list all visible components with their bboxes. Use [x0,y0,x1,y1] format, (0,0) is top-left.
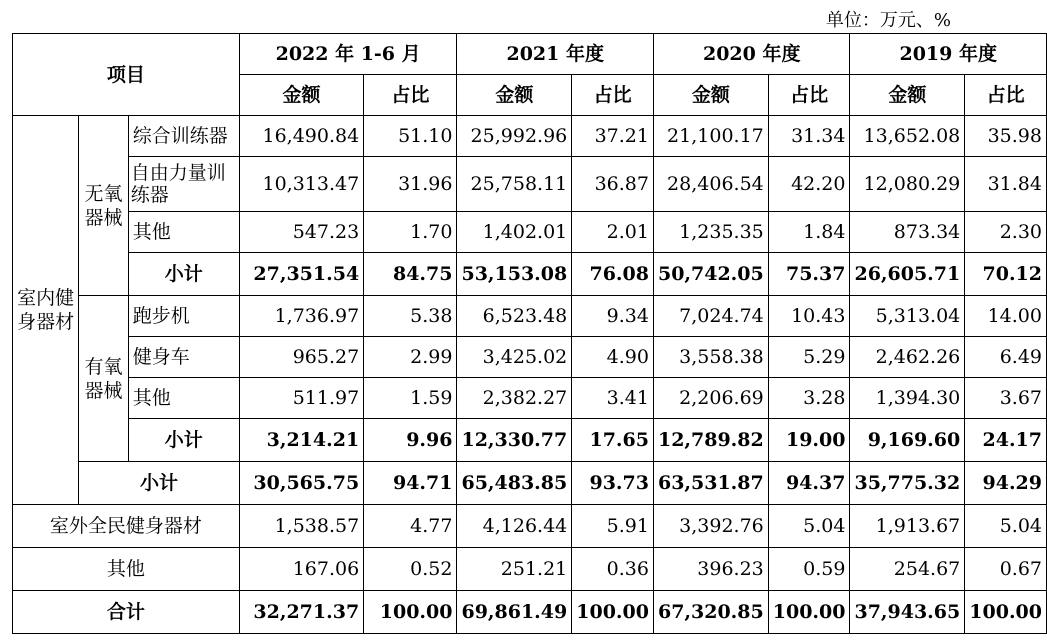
amount-cell: 16,490.84 [239,116,363,157]
amount-cell: 1,736.97 [239,296,363,337]
ratio-cell: 6.49 [965,337,1047,378]
row-label: 综合训练器 [128,116,239,157]
amount-cell: 2,382.27 [457,378,572,419]
amount-cell: 63,531.87 [653,462,768,505]
table-row [13,419,1047,462]
header-period: 2019 年度 [850,34,1047,75]
amount-cell: 21,100.17 [653,116,768,157]
row-label: 合计 [13,591,240,634]
ratio-cell: 10.43 [768,296,850,337]
revenue-table [12,33,1047,634]
ratio-cell: 100.00 [364,591,457,634]
ratio-cell: 94.37 [768,462,850,505]
ratio-cell: 31.96 [364,157,457,212]
amount-cell: 2,462.26 [850,337,965,378]
header-period: 2022 年 1-6 月 [239,34,457,75]
header-amount: 金额 [239,75,363,116]
amount-cell: 1,538.57 [239,505,363,548]
ratio-cell: 0.36 [572,548,654,591]
ratio-cell: 100.00 [768,591,850,634]
ratio-cell: 93.73 [572,462,654,505]
ratio-cell: 2.99 [364,337,457,378]
amount-cell: 25,758.11 [457,157,572,212]
amount-cell: 7,024.74 [653,296,768,337]
ratio-cell: 5.38 [364,296,457,337]
ratio-cell: 37.21 [572,116,654,157]
table-row [13,157,1047,212]
row-label: 跑步机 [128,296,239,337]
ratio-cell: 31.84 [965,157,1047,212]
ratio-cell: 5.91 [572,505,654,548]
ratio-cell: 1.84 [768,212,850,253]
ratio-cell: 94.29 [965,462,1047,505]
amount-cell: 25,992.96 [457,116,572,157]
amount-cell: 12,330.77 [457,419,572,462]
ratio-cell: 4.77 [364,505,457,548]
ratio-cell: 2.01 [572,212,654,253]
ratio-cell: 76.08 [572,253,654,296]
row-label: 小计 [128,253,239,296]
amount-cell: 65,483.85 [457,462,572,505]
amount-cell: 396.23 [653,548,768,591]
ratio-cell: 17.65 [572,419,654,462]
amount-cell: 3,558.38 [653,337,768,378]
table-row [13,548,1047,591]
header-ratio: 占比 [768,75,850,116]
row-label: 自由力量训练器 [128,157,239,212]
amount-cell: 50,742.05 [653,253,768,296]
group-indoor: 室内健身器材 [13,116,79,505]
amount-cell: 32,271.37 [239,591,363,634]
ratio-cell: 100.00 [572,591,654,634]
amount-cell: 251.21 [457,548,572,591]
row-label: 其他 [128,212,239,253]
amount-cell: 12,789.82 [653,419,768,462]
amount-cell: 873.34 [850,212,965,253]
table-row [13,337,1047,378]
amount-cell: 1,235.35 [653,212,768,253]
amount-cell: 30,565.75 [239,462,363,505]
amount-cell: 167.06 [239,548,363,591]
unit-label: 单位：万元、% [825,10,951,31]
amount-cell: 965.27 [239,337,363,378]
ratio-cell: 3.41 [572,378,654,419]
amount-cell: 10,313.47 [239,157,363,212]
header-period: 2021 年度 [457,34,654,75]
ratio-cell: 42.20 [768,157,850,212]
amount-cell: 254.67 [850,548,965,591]
amount-cell: 1,913.67 [850,505,965,548]
amount-cell: 9,169.60 [850,419,965,462]
ratio-cell: 31.34 [768,116,850,157]
ratio-cell: 5.04 [965,505,1047,548]
ratio-cell: 3.67 [965,378,1047,419]
amount-cell: 3,392.76 [653,505,768,548]
row-label: 小计 [79,462,240,505]
ratio-cell: 1.59 [364,378,457,419]
header-amount: 金额 [850,75,965,116]
amount-cell: 53,153.08 [457,253,572,296]
ratio-cell: 9.96 [364,419,457,462]
amount-cell: 547.23 [239,212,363,253]
ratio-cell: 35.98 [965,116,1047,157]
row-label: 小计 [128,419,239,462]
amount-cell: 26,605.71 [850,253,965,296]
ratio-cell: 5.29 [768,337,850,378]
row-label: 健身车 [128,337,239,378]
amount-cell: 35,775.32 [850,462,965,505]
amount-cell: 27,351.54 [239,253,363,296]
amount-cell: 6,523.48 [457,296,572,337]
table-row [13,212,1047,253]
ratio-cell: 51.10 [364,116,457,157]
amount-cell: 2,206.69 [653,378,768,419]
amount-cell: 3,214.21 [239,419,363,462]
table-row [13,296,1047,337]
table-row [13,116,1047,157]
ratio-cell: 0.59 [768,548,850,591]
header-row-periods [13,34,1047,75]
header-amount: 金额 [653,75,768,116]
ratio-cell: 19.00 [768,419,850,462]
group-anaerobic: 无氧器械 [79,116,129,296]
table-row [13,253,1047,296]
amount-cell: 5,313.04 [850,296,965,337]
row-label: 其他 [13,548,240,591]
header-period: 2020 年度 [653,34,850,75]
amount-cell: 12,080.29 [850,157,965,212]
ratio-cell: 9.34 [572,296,654,337]
header-ratio: 占比 [572,75,654,116]
ratio-cell: 5.04 [768,505,850,548]
row-label: 其他 [128,378,239,419]
amount-cell: 3,425.02 [457,337,572,378]
ratio-cell: 2.30 [965,212,1047,253]
amount-cell: 511.97 [239,378,363,419]
amount-cell: 13,652.08 [850,116,965,157]
ratio-cell: 70.12 [965,253,1047,296]
amount-cell: 1,402.01 [457,212,572,253]
amount-cell: 4,126.44 [457,505,572,548]
header-item: 项目 [13,34,240,116]
group-aerobic: 有氧器械 [79,296,129,462]
ratio-cell: 24.17 [965,419,1047,462]
header-amount: 金额 [457,75,572,116]
ratio-cell: 0.52 [364,548,457,591]
amount-cell: 28,406.54 [653,157,768,212]
ratio-cell: 36.87 [572,157,654,212]
table-row [13,591,1047,634]
header-ratio: 占比 [965,75,1047,116]
row-label: 室外全民健身器材 [13,505,240,548]
ratio-cell: 100.00 [965,591,1047,634]
ratio-cell: 14.00 [965,296,1047,337]
amount-cell: 67,320.85 [653,591,768,634]
ratio-cell: 84.75 [364,253,457,296]
table-row [13,462,1047,505]
header-ratio: 占比 [364,75,457,116]
table-row [13,378,1047,419]
ratio-cell: 3.28 [768,378,850,419]
ratio-cell: 1.70 [364,212,457,253]
ratio-cell: 4.90 [572,337,654,378]
ratio-cell: 75.37 [768,253,850,296]
table-row [13,505,1047,548]
ratio-cell: 0.67 [965,548,1047,591]
ratio-cell: 94.71 [364,462,457,505]
amount-cell: 37,943.65 [850,591,965,634]
amount-cell: 69,861.49 [457,591,572,634]
amount-cell: 1,394.30 [850,378,965,419]
